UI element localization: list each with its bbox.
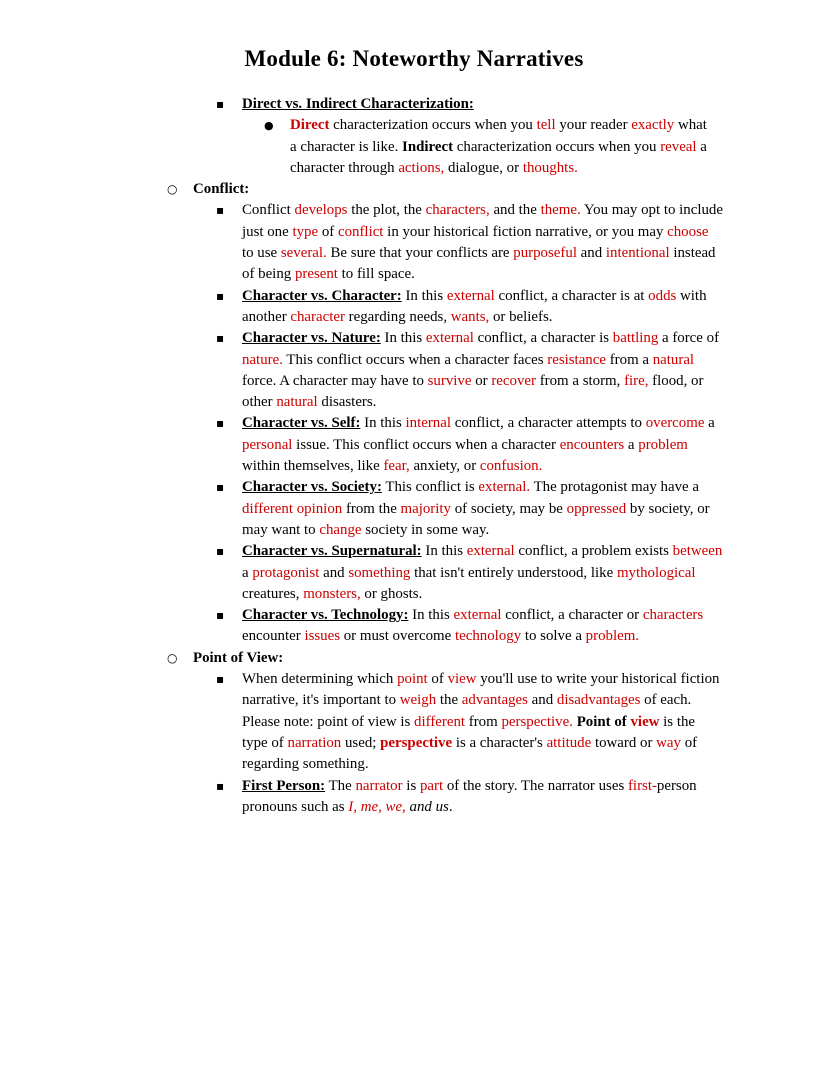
text-segment: Character vs. Self: (242, 415, 361, 432)
text-segment: point (397, 671, 428, 688)
text-segment: a force of (658, 330, 720, 347)
text-segment: character (290, 308, 345, 325)
text-segment: develops (294, 202, 348, 219)
text-segment: reveal (660, 138, 697, 155)
text-segment: part (419, 777, 444, 794)
list-item-text (242, 543, 722, 602)
square-bullet-icon: ▪ (216, 288, 225, 303)
text-segment: narration (287, 734, 342, 751)
list-item (0, 179, 828, 200)
list-item (0, 286, 828, 329)
list-item (0, 776, 828, 819)
text-segment: your reader (555, 117, 632, 134)
text-segment: is a character's (452, 734, 547, 751)
text-segment: nature. (242, 351, 283, 368)
list-item-text (290, 117, 707, 176)
text-segment: external (446, 287, 495, 304)
text-segment: to use (242, 245, 281, 262)
text-segment: of society, may be (450, 500, 567, 517)
text-segment: conflict (337, 223, 384, 240)
list-item (0, 541, 828, 605)
text-segment: monsters, (303, 585, 361, 602)
document-title: Module 6: Noteworthy Narratives (244, 46, 584, 71)
list-item-text (242, 330, 719, 410)
text-segment: Indirect (402, 138, 454, 155)
text-segment: by society, or may want to (242, 500, 710, 538)
list-item-text (242, 671, 719, 772)
text-segment: characterization occurs when you (329, 117, 537, 134)
text-segment: something (348, 564, 411, 581)
list-item (0, 115, 828, 179)
text-segment: disasters. (317, 394, 377, 411)
text-segment: choose (667, 223, 709, 240)
text-segment: from the (342, 500, 401, 517)
text-segment: characters (642, 607, 704, 624)
text-segment: weigh (399, 692, 437, 709)
list-item-text (242, 607, 703, 644)
list-item (0, 94, 828, 115)
list-item (0, 648, 828, 669)
text-segment: change (319, 521, 362, 538)
text-segment: majority (400, 500, 451, 517)
text-segment: perspective (380, 734, 453, 751)
list-item-text (242, 96, 474, 112)
text-segment: is (402, 777, 420, 794)
text-segment: problem. (585, 628, 640, 645)
list-item-text (242, 202, 723, 282)
text-segment: Point of (576, 713, 631, 730)
text-segment: perspective. (501, 713, 573, 730)
text-segment: personal (242, 436, 293, 453)
text-segment: overcome (645, 415, 705, 432)
text-segment: conflict, a character is (473, 330, 613, 347)
text-segment: you'll use to write your historical fiction narrative, it's important to (242, 671, 720, 709)
text-segment: and us (405, 798, 449, 815)
text-segment: Be sure that your conflicts are (326, 245, 514, 262)
text-segment: Conflict: (193, 181, 250, 198)
text-segment: or ghosts. (360, 585, 423, 602)
text-segment: or must overcome (340, 628, 455, 645)
square-bullet-icon: ▪ (216, 778, 225, 793)
text-segment: a (624, 436, 639, 453)
text-segment: Conflict (242, 202, 295, 219)
text-segment: between (672, 543, 723, 560)
text-segment: encounters (559, 436, 625, 453)
text-segment: force. A character may have to (242, 372, 428, 389)
text-segment: conflict, a problem exists (514, 543, 673, 560)
text-segment: This conflict occurs when a character faces (282, 351, 548, 368)
text-segment: a (704, 415, 715, 432)
text-segment: toward or (591, 734, 657, 751)
text-segment: is the type of (242, 713, 696, 751)
text-segment: first- (627, 777, 657, 794)
text-segment: You may opt to include just one (242, 202, 723, 240)
text-segment: wants, (450, 308, 490, 325)
text-segment: recover (491, 372, 536, 389)
text-segment: actions, (398, 159, 445, 176)
text-segment: odds (648, 287, 677, 304)
text-segment: of each. Please note: point of view is (242, 692, 692, 730)
text-segment: instead of being (242, 245, 716, 283)
text-segment: narrator (355, 777, 403, 794)
text-segment: used; (341, 734, 381, 751)
text-segment: external (425, 330, 474, 347)
text-segment: natural (276, 394, 318, 411)
text-segment: issue. This conflict occurs when a character (292, 436, 560, 453)
text-segment: encounter (242, 628, 305, 645)
text-segment: different opinion (242, 500, 343, 517)
text-segment: to solve a (521, 628, 586, 645)
text-segment: technology (454, 628, 522, 645)
text-segment: of regarding something. (242, 734, 698, 773)
text-segment: society in some way. (361, 521, 490, 538)
list-item-text (193, 650, 283, 666)
document-body (0, 94, 828, 818)
text-segment: from a storm, (535, 372, 625, 389)
text-segment: external (466, 543, 515, 560)
text-segment: characterization occurs when you (453, 138, 661, 155)
text-segment: problem (638, 436, 688, 453)
text-segment: conflict, a character or (501, 607, 643, 624)
text-segment: characters, (425, 202, 490, 219)
text-segment: First Person: (242, 777, 326, 794)
text-segment: what a character is like. (290, 117, 707, 155)
text-segment: tell (536, 117, 556, 134)
list-item (0, 477, 828, 541)
text-segment: and (527, 692, 557, 709)
text-segment: This conflict is (381, 479, 479, 496)
text-segment: to fill space. (337, 266, 415, 283)
text-segment: and (576, 245, 606, 262)
square-bullet-icon: ▪ (216, 672, 225, 687)
square-bullet-icon: ▪ (216, 97, 225, 111)
text-segment: type (292, 223, 319, 240)
text-segment: conflict, a character attempts to (450, 415, 646, 432)
text-segment: Character vs. Technology: (242, 607, 409, 624)
circle-bullet-icon: ○ (167, 182, 178, 197)
text-segment: The protagonist may have a (530, 479, 699, 496)
list-item (0, 413, 828, 477)
text-segment: the plot, the (347, 202, 426, 219)
text-segment: In this (421, 543, 467, 560)
text-segment: flood, or other (242, 372, 704, 411)
text-segment: several. (280, 245, 327, 262)
text-segment: with another (242, 287, 707, 325)
text-segment: from (465, 713, 502, 730)
text-segment: Character vs. Supernatural: (242, 543, 422, 560)
text-segment: in your historical fiction narrative, or you may (383, 223, 668, 240)
text-segment: Character vs. Nature: (242, 330, 381, 347)
text-segment: the (436, 692, 462, 709)
square-bullet-icon: ▪ (216, 608, 225, 623)
text-segment: Point of View: (193, 649, 284, 666)
text-segment: battling (612, 330, 659, 347)
text-segment: within themselves, like (242, 458, 384, 475)
square-bullet-icon: ▪ (216, 331, 225, 346)
text-segment: and the (489, 202, 541, 219)
text-segment: natural (652, 351, 695, 368)
text-segment: The (325, 777, 356, 794)
list-item (0, 669, 828, 775)
text-segment: exactly (631, 117, 675, 134)
text-segment: In this (360, 415, 406, 432)
text-segment: survive (427, 372, 472, 389)
text-segment: In this (408, 607, 454, 624)
list-item-text (193, 181, 249, 197)
text-segment: of the story. The narrator uses (443, 777, 628, 794)
text-segment: fear, (383, 458, 410, 475)
square-bullet-icon: ▪ (216, 416, 225, 431)
text-segment: that isn't entirely understood, like (410, 564, 617, 581)
text-segment: thoughts. (522, 159, 578, 176)
circle-bullet-icon: ○ (167, 650, 178, 665)
text-segment: from a (605, 351, 653, 368)
text-segment: resistance (547, 351, 606, 368)
list-item (0, 200, 828, 285)
text-segment: protagonist (252, 564, 320, 581)
text-segment: issues (304, 628, 341, 645)
disc-bullet-icon: ● (264, 119, 274, 133)
text-segment: Direct (290, 117, 330, 134)
text-segment: dialogue, or (444, 159, 523, 176)
list-item (0, 328, 828, 413)
text-segment: way (656, 734, 681, 751)
text-segment: Character vs. Society: (242, 479, 382, 496)
text-segment: or beliefs. (489, 308, 553, 325)
text-segment: purposeful (513, 245, 577, 262)
text-segment: a (242, 564, 253, 581)
text-segment: person pronouns such as (242, 777, 697, 815)
text-segment: When determining which (242, 671, 398, 688)
text-segment: In this (401, 287, 447, 304)
text-segment: view (447, 671, 477, 688)
text-segment: In this (380, 330, 426, 347)
text-segment: of (427, 671, 448, 688)
list-item (0, 605, 828, 648)
text-segment: creatures, (242, 585, 304, 602)
text-segment: Direct vs. Indirect Characterization: (242, 96, 474, 112)
text-segment: fire, (624, 372, 649, 389)
text-segment: confusion. (479, 458, 543, 475)
text-segment: anxiety, or (409, 458, 480, 475)
text-segment: regarding needs, (344, 308, 451, 325)
list-item-text (242, 778, 697, 815)
square-bullet-icon: ▪ (216, 544, 225, 559)
text-segment: . (448, 798, 453, 815)
text-segment: theme. (540, 202, 581, 219)
text-segment: external. (478, 479, 531, 496)
text-segment: advantages (461, 692, 528, 709)
text-segment: intentional (605, 245, 670, 262)
text-segment: or (471, 372, 492, 389)
text-segment: conflict, a character is at (494, 287, 649, 304)
text-segment: mythological (616, 564, 696, 581)
text-segment: Character vs. Character: (242, 287, 402, 304)
square-bullet-icon: ▪ (216, 203, 225, 218)
list-item-text (242, 479, 710, 538)
square-bullet-icon: ▪ (216, 480, 225, 495)
text-segment: oppressed (566, 500, 627, 517)
text-segment: external (453, 607, 502, 624)
text-segment: and (319, 564, 349, 581)
text-segment: disadvantages (556, 692, 641, 709)
text-segment: present (294, 266, 338, 283)
text-segment: I, me, we, (348, 798, 406, 815)
text-segment: of (318, 223, 338, 240)
text-segment: a character through (290, 138, 707, 176)
text-segment: internal (405, 415, 451, 432)
text-segment: different (414, 713, 466, 730)
list-item-text (242, 288, 707, 325)
text-segment: attitude (546, 734, 592, 751)
text-segment: view (630, 713, 660, 730)
list-item-text (242, 415, 715, 474)
